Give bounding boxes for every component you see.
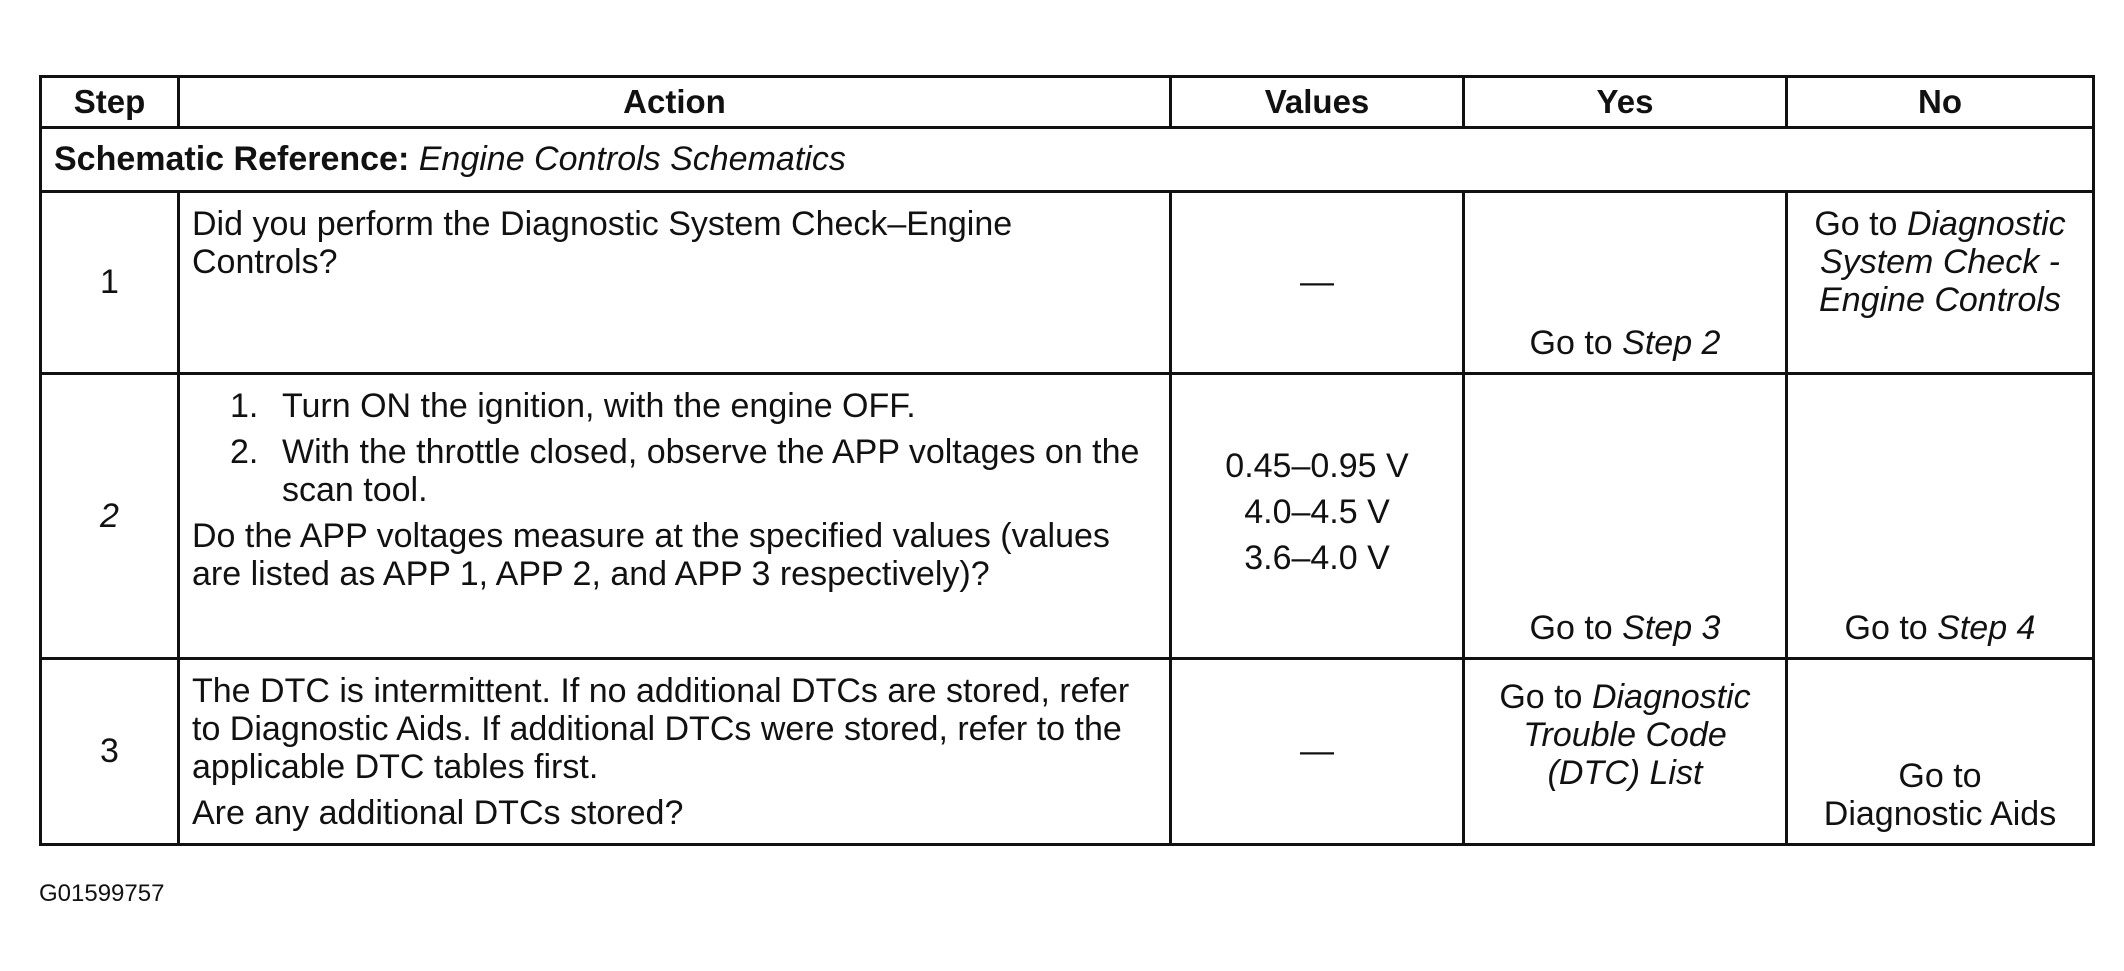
values-dash: — [1300,732,1334,771]
action-list-text-2: With the throttle closed, observe the APP voltages on the scan tool. [282,433,1140,510]
values-dash: — [1300,263,1334,302]
values-cell [1171,374,1464,659]
table-row [41,192,2094,374]
header-row [41,77,2094,128]
header-no: No [1787,77,2094,128]
schematic-reference-label: Schematic Reference: [54,140,410,179]
no-cell [1787,659,2094,845]
action-list-number-1: 1. [230,387,259,425]
action-list-item-2 [192,433,1157,509]
yes-prefix: Go to [1499,678,1583,716]
value-app2: 4.0–4.5 V [1244,492,1390,531]
yes-cell [1464,374,1787,659]
header-action: Action [179,77,1171,128]
schematic-reference-link[interactable]: Engine Controls Schematics [418,140,846,179]
diagnostic-table [39,75,2095,846]
header-step: Step [41,77,179,128]
yes-link-step-3[interactable]: Step 3 [1622,608,1721,647]
table-row [41,659,2094,845]
action-cell [179,659,1171,845]
no-prefix: Go to [1898,756,1982,795]
table-row [41,374,2094,659]
action-cell [179,192,1171,374]
no-link-step-4[interactable]: Step 4 [1937,608,2036,647]
action-list-item-1 [192,387,1157,425]
step-number: 1 [41,192,179,374]
value-app3: 3.6–4.0 V [1244,539,1390,578]
yes-prefix: Go to [1529,608,1613,647]
step-number: 3 [41,659,179,845]
values-cell [1171,659,1464,845]
figure-id: G01599757 [39,880,165,907]
action-list-number-2: 2. [230,433,259,472]
action-question: Are any additional DTCs stored? [192,794,684,833]
no-cell [1787,374,2094,659]
action-text: The DTC is intermittent. If no additional DTCs are stored, refer to Diagnostic Aids. If additional DTCs were stored, refer to the applicable DTC tables first. [192,672,1130,787]
action-list-text-1: Turn ON the ignition, with the engine OFF. [282,387,916,425]
schematic-reference-row [41,128,2094,192]
no-link-diagnostic-aids[interactable]: Diagnostic Aids [1823,794,2057,833]
values-cell [1171,192,1464,374]
yes-link-step-2[interactable]: Step 2 [1622,323,1721,362]
no-prefix: Go to [1844,608,1928,647]
yes-link-dtc-list[interactable]: Diagnostic Trouble Code (DTC) List [1523,678,1751,793]
action-question: Do the APP voltages measure at the specified values (values are listed as APP 1, APP 2, and APP 3 respectively)? [192,517,1110,594]
no-link-diagnostic-system-check[interactable]: Diagnostic System Check - Engine Controls [1819,205,2066,320]
no-prefix: Go to [1814,205,1898,243]
schematic-reference [41,128,2094,192]
step-number: 2 [41,374,179,659]
header-values: Values [1171,77,1464,128]
yes-cell [1464,659,1787,845]
action-cell [179,374,1171,659]
yes-cell [1464,192,1787,374]
header-yes: Yes [1464,77,1787,128]
value-app1: 0.45–0.95 V [1225,446,1409,485]
yes-prefix: Go to [1529,323,1613,362]
no-cell [1787,192,2094,374]
action-text: Did you perform the Diagnostic System Check–Engine Controls? [192,205,1013,282]
